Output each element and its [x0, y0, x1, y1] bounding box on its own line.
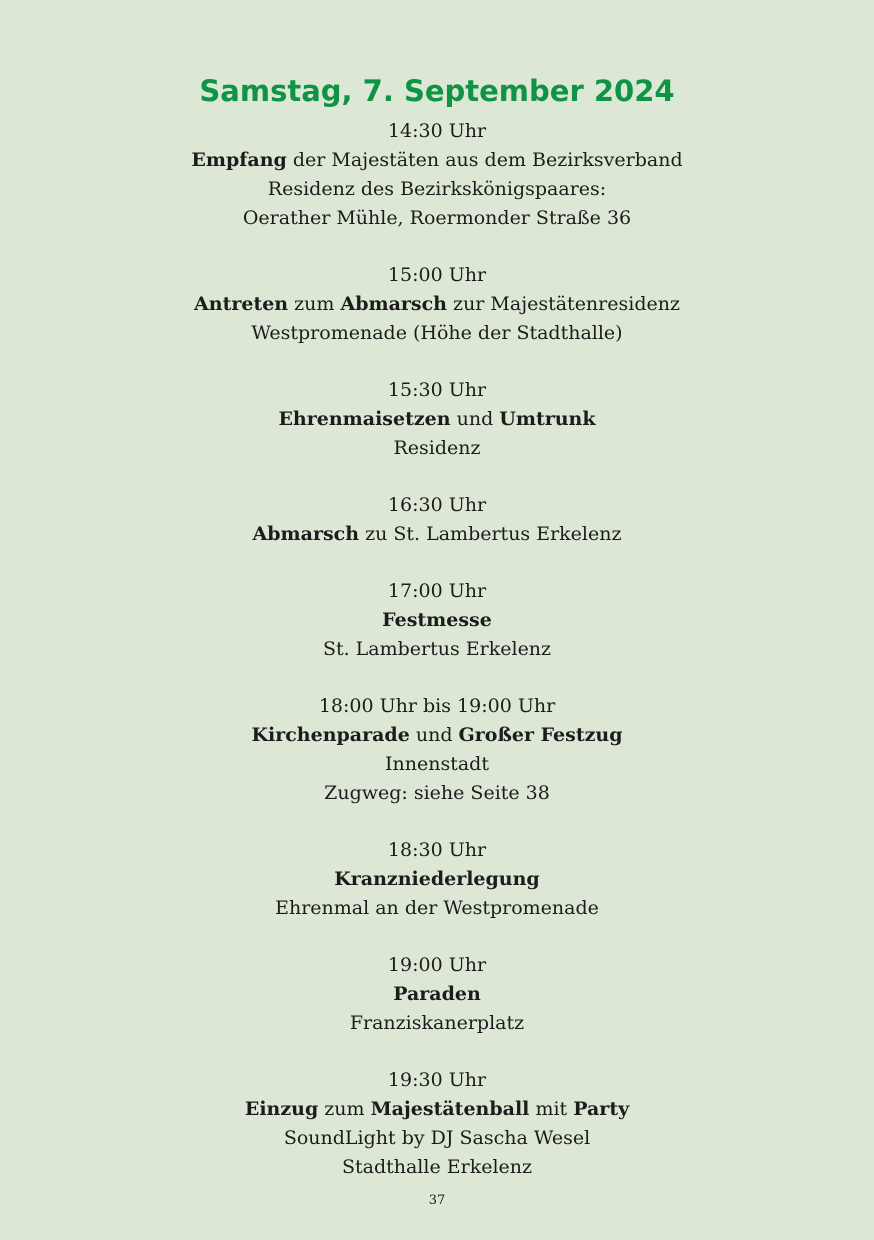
event-item [0, 376, 874, 463]
event-time: 14:30 Uhr [387, 120, 487, 142]
event-time: 19:00 Uhr [387, 954, 487, 976]
event-time: 16:30 Uhr [387, 494, 487, 516]
event-item [0, 117, 874, 233]
event-headline-text: der Majestäten aus dem Bezirksverband [286, 149, 683, 171]
event-headline-bold: Festmesse [382, 609, 492, 631]
event-headline-bold: Empfang [191, 149, 287, 171]
event-headline-text: mit [529, 1098, 574, 1120]
event-detail: Residenz [393, 437, 481, 459]
event-headline-text: zu St. Lambertus Erkelenz [359, 523, 622, 545]
event-detail: Stadthalle Erkelenz [341, 1156, 533, 1178]
event-headline-text: und [450, 408, 500, 430]
event-detail: Ehrenmal an der Westpromenade [275, 897, 599, 919]
event-headline [0, 146, 874, 175]
event-item [0, 951, 874, 1038]
event-time: 18:30 Uhr [387, 839, 487, 861]
event-detail: Innenstadt [385, 753, 489, 775]
event-headline-bold: Einzug [244, 1098, 319, 1120]
event-headline [0, 721, 874, 750]
event-headline [0, 520, 874, 549]
page-title: Samstag, 7. September 2024 [199, 74, 675, 109]
event-item [0, 261, 874, 348]
event-headline-text: zum [318, 1098, 371, 1120]
event-schedule [0, 117, 874, 1182]
event-headline [0, 980, 874, 1009]
event-item [0, 836, 874, 923]
event-headline-bold: Abmarsch [340, 293, 448, 315]
event-headline-bold: Großer Festzug [458, 724, 623, 746]
event-item [0, 692, 874, 808]
event-headline-bold: Kirchenparade [251, 724, 410, 746]
event-item [0, 577, 874, 664]
event-headline-bold: Majestätenball [370, 1098, 530, 1120]
event-headline-bold: Ehrenmaisetzen [278, 408, 451, 430]
event-headline-bold: Paraden [393, 983, 481, 1005]
event-headline [0, 405, 874, 434]
event-headline [0, 290, 874, 319]
event-headline-bold: Kranzniederlegung [334, 868, 540, 890]
event-detail: Zugweg: siehe Seite 38 [324, 782, 550, 804]
event-detail: Oerather Mühle, Roermonder Straße 36 [242, 207, 632, 229]
page-number: 37 [428, 1193, 446, 1208]
event-detail: Westpromenade (Höhe der Stadthalle) [251, 322, 623, 344]
event-item [0, 1066, 874, 1182]
event-detail: Franziskanerplatz [349, 1012, 525, 1034]
event-headline [0, 606, 874, 635]
event-detail: St. Lambertus Erkelenz [322, 638, 552, 660]
event-time: 15:00 Uhr [387, 264, 487, 286]
event-time: 15:30 Uhr [387, 379, 487, 401]
event-headline-bold: Umtrunk [499, 408, 596, 430]
event-detail: Residenz des Bezirkskönigspaares: [267, 178, 607, 200]
event-item [0, 491, 874, 549]
event-headline-text: und [409, 724, 459, 746]
event-time: 19:30 Uhr [387, 1069, 487, 1091]
event-headline-text: zum [288, 293, 341, 315]
event-detail: SoundLight by DJ Sascha Wesel [283, 1127, 591, 1149]
event-headline-bold: Party [573, 1098, 630, 1120]
event-headline-bold: Antreten [194, 293, 289, 315]
event-time: 17:00 Uhr [387, 580, 487, 602]
event-headline [0, 1095, 874, 1124]
event-headline-text: zur Majestätenresidenz [447, 293, 680, 315]
event-headline-bold: Abmarsch [252, 523, 360, 545]
event-headline [0, 865, 874, 894]
event-time: 18:00 Uhr bis 19:00 Uhr [318, 695, 556, 717]
